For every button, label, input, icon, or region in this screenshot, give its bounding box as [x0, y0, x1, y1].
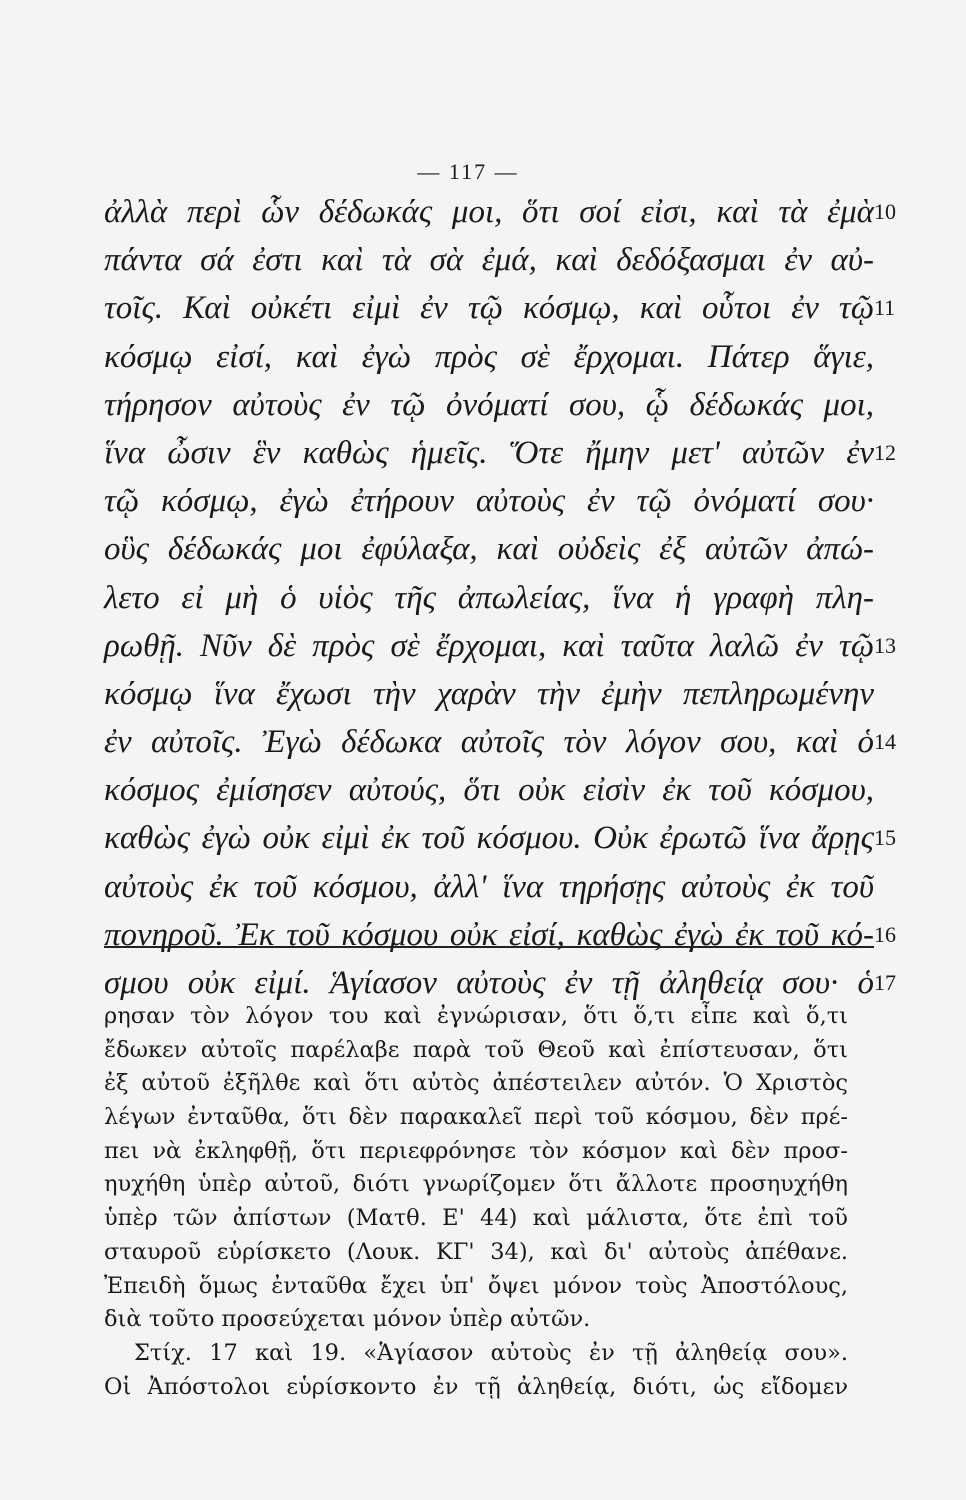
text-line: [104, 814, 896, 862]
text-line-content: κόσμῳ εἰσί, καὶ ἐγὼ πρὸς σὲ ἔρχομαι. Πάτερ ἅγιε,: [104, 338, 874, 375]
verse-number: 15: [874, 825, 896, 851]
verse-number: 17: [874, 970, 896, 995]
note-line: ηυχήθη ὑπὲρ αὐτοῦ, διότι γνωρίζομεν ὅτι ἄλλοτε προσηυχήθη: [104, 1171, 848, 1198]
text-line: [104, 718, 896, 766]
verse-number: 14: [874, 729, 896, 755]
text-line-content: κόσμος ἐμίσησεν αὐτούς, ὅτι οὐκ εἰσὶν ἐκ τοῦ κόσμου,: [104, 772, 874, 809]
note-line: Στίχ. 17 καὶ 19. «Ἁγίασον αὐτοὺς ἐν τῇ ἀληθείᾳ σου».: [134, 1339, 848, 1366]
text-line-content: ρωθῇ. Νῦν δὲ πρὸς σὲ ἔρχομαι, καὶ ταῦτα λαλῶ ἐν τῷ: [104, 627, 874, 664]
text-line-content: οὓς δέδωκάς μοι ἐφύλαξα, καὶ οὐδεὶς ἐξ αὐτῶν ἀπώ-: [104, 531, 874, 568]
text-line: [104, 333, 874, 381]
verse-number: 10: [874, 199, 896, 224]
text-line-content: ἐν αὐτοῖς. Ἐγὼ δέδωκα αὐτοῖς τὸν λόγον σου, καὶ ὁ: [104, 724, 874, 761]
text-line: [104, 525, 874, 573]
text-line-content: πονηροῦ. Ἐκ τοῦ κόσμου οὐκ εἰσί, καθὼς ἐγὼ ἐκ τοῦ κό-: [104, 916, 874, 953]
text-line-content: λετο εἰ μὴ ὁ υἱὸς τῆς ἀπωλείας, ἵνα ἡ γραφὴ πλη-: [104, 579, 874, 616]
note-line: σταυροῦ εὑρίσκετο (Λουκ. ΚΓ' 34), καὶ δι' αὐτοὺς ἀπέθανε.: [104, 1238, 848, 1265]
verse-number: 13: [874, 632, 896, 658]
text-line: [104, 381, 874, 429]
verse-number: 12: [874, 439, 896, 465]
text-line-content: τήρησον αὐτοὺς ἐν τῷ ὀνόματί σου, ᾧ δέδωκάς μοι,: [104, 386, 874, 423]
text-line: [104, 911, 896, 959]
note-line: λέγων ἐνταῦθα, ὅτι δὲν παρακαλεῖ περὶ τοῦ κόσμου, δὲν πρέ-: [104, 1104, 848, 1131]
text-line: [104, 188, 896, 236]
verse-number: 16: [874, 921, 896, 947]
footnote-divider: [104, 946, 874, 948]
note-line: πει νὰ ἐκληφθῇ, ὅτι περιεφρόνησε τὸν κόσμον καὶ δὲν προσ-: [104, 1137, 848, 1164]
note-line: ρησαν τὸν λόγον του καὶ ἐγνώρισαν, ὅτι ὅ,τι εἶπε καὶ ὅ,τι: [104, 1003, 848, 1029]
verse-number: 11: [874, 295, 896, 321]
text-line: [104, 670, 874, 718]
note-line: ἐξ αὐτοῦ ἐξῆλθε καὶ ὅτι αὐτὸς ἀπέστειλεν αὐτόν. Ὁ Χριστὸς: [104, 1070, 848, 1097]
text-line-content: ἵνα ὦσιν ἓν καθὼς ἡμεῖς. Ὅτε ἤμην μετ' αὐτῶν ἐν: [104, 434, 874, 471]
text-line-content: ἀλλὰ περὶ ὧν δέδωκάς μοι, ὅτι σοί εἰσι, καὶ τὰ ἐμὰ: [104, 194, 874, 230]
text-line: [104, 622, 896, 670]
text-line: [104, 284, 896, 332]
text-line: [104, 574, 874, 622]
text-line-content: κόσμῳ ἵνα ἔχωσι τὴν χαρὰν τὴν ἐμὴν πεπληρωμένην: [104, 675, 874, 712]
main-text: [104, 188, 896, 1007]
text-line-content: πάντα σά ἐστι καὶ τὰ σὰ ἐμά, καὶ δεδόξασμαι ἐν αὐ-: [104, 242, 874, 279]
page-number: — 117 —: [417, 159, 519, 184]
note-line: διὰ τοῦτο προσεύχεται μόνον ὑπὲρ αὐτῶν.: [104, 1306, 591, 1333]
text-line-content: τῷ κόσμῳ, ἐγὼ ἐτήρουν αὐτοὺς ἐν τῷ ὀνόματί σου·: [104, 483, 874, 520]
note-line: Ἐπειδὴ ὅμως ἐνταῦθα ἔχει ὑπ' ὄψει μόνον τοὺς Ἀποστόλους,: [104, 1272, 848, 1299]
note-line: Οἱ Ἀπόστολοι εὑρίσκοντο ἐν τῇ ἀληθείᾳ, διότι, ὡς εἴδομεν: [104, 1373, 848, 1400]
text-line-content: καθὼς ἐγὼ οὐκ εἰμὶ ἐκ τοῦ κόσμου. Οὐκ ἐρωτῶ ἵνα ἄρῃς: [104, 820, 874, 857]
note-line: ὑπὲρ τῶν ἀπίστων (Ματθ. Ε' 44) καὶ μάλιστα, ὅτε ἐπὶ τοῦ: [104, 1205, 848, 1232]
text-line-content: αὐτοὺς ἐκ τοῦ κόσμου, ἀλλ' ἵνα τηρήσῃς αὐτοὺς ἐκ τοῦ: [104, 868, 874, 905]
text-line: [104, 477, 874, 525]
note-line: ἔδωκεν αὐτοῖς παρέλαβε παρὰ τοῦ Θεοῦ καὶ ἐπίστευσαν, ὅτι: [104, 1036, 848, 1063]
text-line: [104, 766, 874, 814]
commentary-notes: [104, 1000, 848, 1404]
text-line: [104, 429, 896, 477]
text-line: [104, 236, 874, 284]
text-line: [104, 863, 874, 911]
text-line-content: τοῖς. Καὶ οὐκέτι εἰμὶ ἐν τῷ κόσμῳ, καὶ οὗτοι ἐν τῷ: [104, 290, 874, 327]
text-line-content: σμου οὐκ εἰμί. Ἁγίασον αὐτοὺς ἐν τῇ ἀληθείᾳ σου· ὁ: [104, 965, 874, 1001]
